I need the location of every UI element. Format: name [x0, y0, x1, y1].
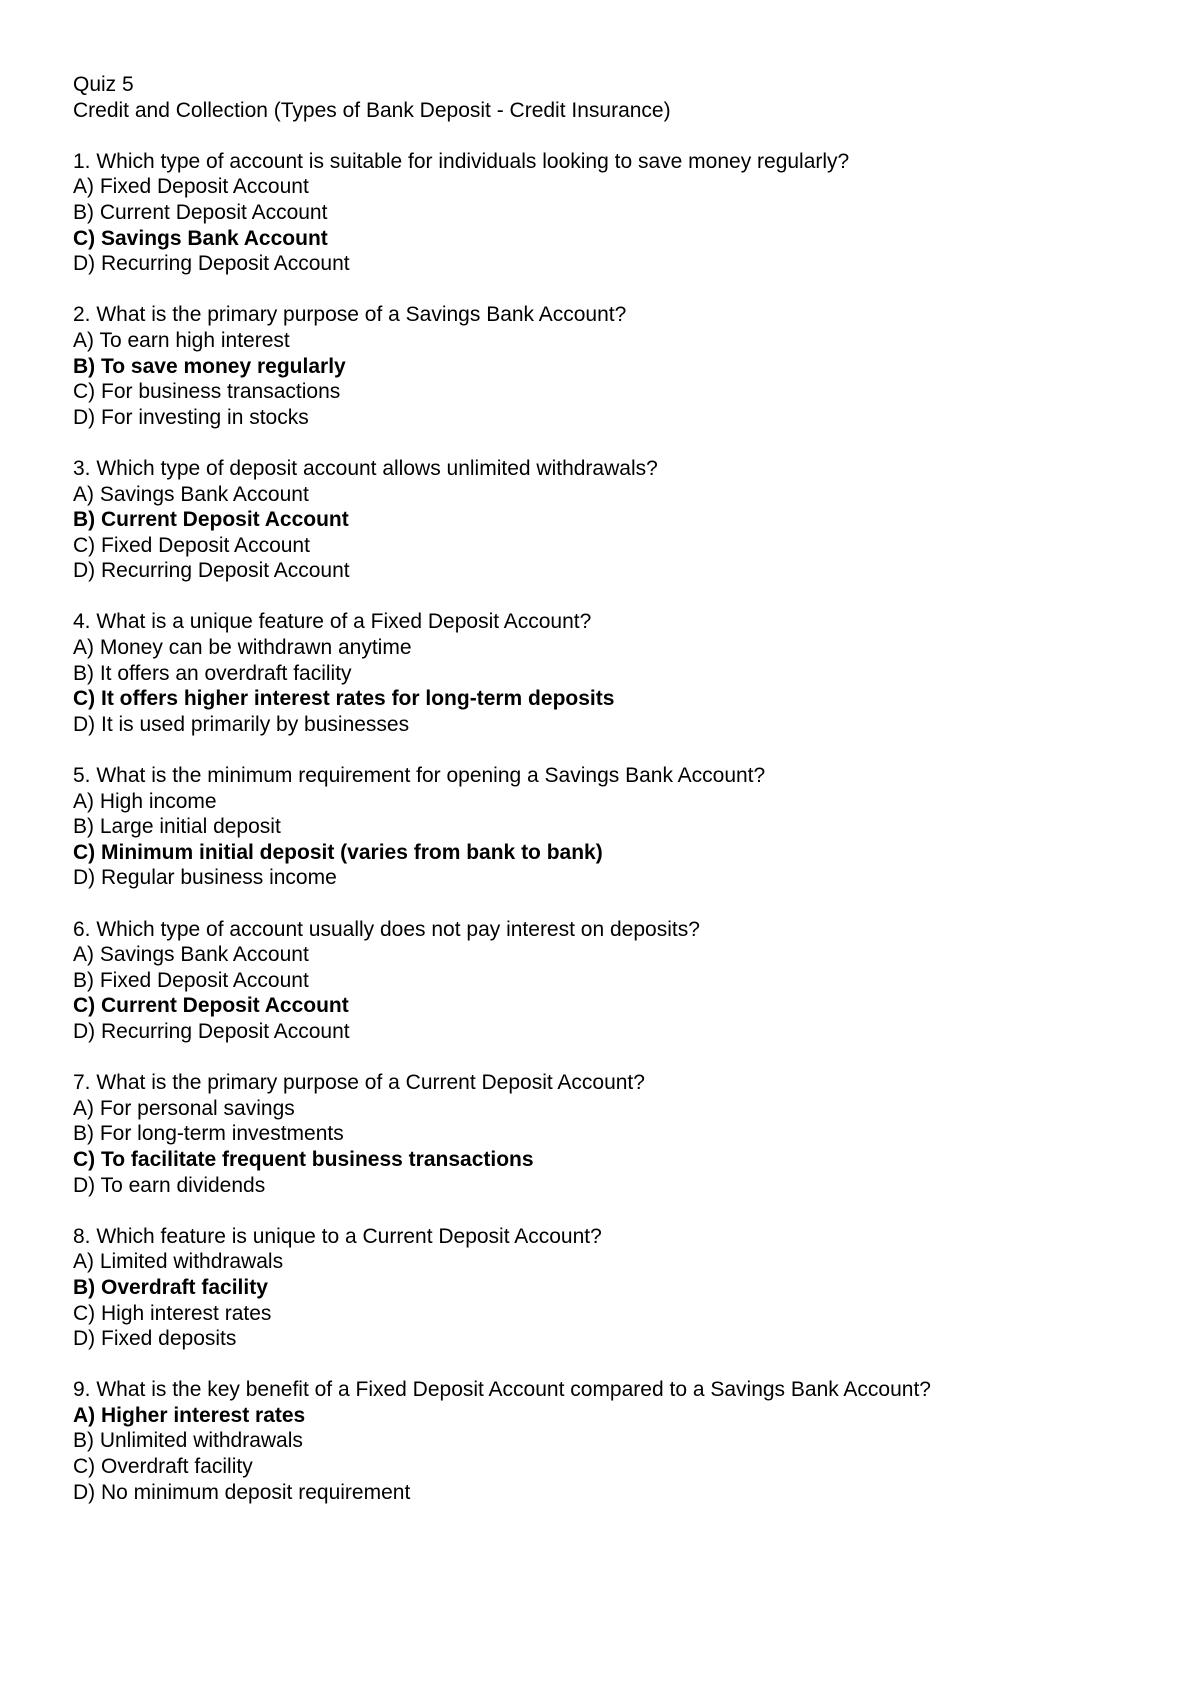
answer-option: D) It is used primarily by businesses	[73, 712, 410, 736]
question-prompt: 6. Which type of account usually does not pay interest on deposits?	[73, 917, 700, 941]
correct-answer-option: C) To facilitate frequent business transactions	[73, 1147, 534, 1171]
answer-option: B) Current Deposit Account	[73, 200, 328, 224]
answer-option: A) Savings Bank Account	[73, 943, 309, 967]
correct-answer-option: C) Minimum initial deposit (varies from bank to bank)	[73, 840, 603, 864]
answer-option: C) Overdraft facility	[73, 1455, 253, 1479]
correct-answer-option: C) Current Deposit Account	[73, 994, 349, 1018]
question-block	[73, 456, 1153, 584]
correct-answer-option: A) Higher interest rates	[73, 1403, 306, 1427]
question-block	[73, 302, 1153, 430]
question-prompt: 8. Which feature is unique to a Current Deposit Account?	[73, 1224, 602, 1248]
answer-option: D) Fixed deposits	[73, 1327, 237, 1351]
question-block	[73, 609, 1153, 737]
answer-option: A) To earn high interest	[73, 328, 290, 352]
correct-answer-option: B) Overdraft facility	[73, 1275, 268, 1299]
correct-answer-option: B) Current Deposit Account	[73, 508, 349, 532]
question-prompt: 7. What is the primary purpose of a Current Deposit Account?	[73, 1071, 645, 1095]
answer-option: A) Savings Bank Account	[73, 482, 309, 506]
answer-option: C) For business transactions	[73, 380, 341, 404]
answer-option: A) For personal savings	[73, 1096, 295, 1120]
answer-option: C) Fixed Deposit Account	[73, 533, 310, 557]
question-prompt: 3. Which type of deposit account allows unlimited withdrawals?	[73, 456, 658, 480]
question-block	[73, 1377, 1153, 1505]
answer-option: D) Recurring Deposit Account	[73, 252, 350, 276]
answer-option: B) It offers an overdraft facility	[73, 661, 352, 685]
answer-option: A) Limited withdrawals	[73, 1250, 284, 1274]
answer-option: D) To earn dividends	[73, 1173, 266, 1197]
question-block	[73, 763, 1153, 891]
question-block	[73, 1224, 1153, 1352]
answer-option: A) Fixed Deposit Account	[73, 175, 309, 199]
answer-option: D) Recurring Deposit Account	[73, 559, 350, 583]
correct-answer-option: C) Savings Bank Account	[73, 226, 328, 250]
answer-option: A) High income	[73, 789, 217, 813]
answer-option: D) Regular business income	[73, 866, 337, 890]
question-block	[73, 1070, 1153, 1198]
question-prompt: 4. What is a unique feature of a Fixed Deposit Account?	[73, 610, 592, 634]
spacer	[73, 123, 1153, 149]
page-subtitle: Credit and Collection (Types of Bank Deposit - Credit Insurance)	[73, 98, 671, 122]
answer-option: D) Recurring Deposit Account	[73, 1019, 350, 1043]
answer-option: B) Large initial deposit	[73, 815, 281, 839]
page-title: Quiz 5	[73, 73, 134, 96]
document-page	[73, 72, 1153, 1531]
answer-option: A) Money can be withdrawn anytime	[73, 636, 412, 660]
answer-option: C) High interest rates	[73, 1301, 272, 1325]
question-block	[73, 917, 1153, 1045]
question-prompt: 1. Which type of account is suitable for individuals looking to save money regularly?	[73, 149, 850, 173]
correct-answer-option: C) It offers higher interest rates for long-term deposits	[73, 687, 615, 711]
question-prompt: 9. What is the key benefit of a Fixed Deposit Account compared to a Savings Bank Account?	[73, 1378, 931, 1402]
question-prompt: 2. What is the primary purpose of a Savings Bank Account?	[73, 303, 627, 327]
answer-option: B) For long-term investments	[73, 1122, 344, 1146]
question-list	[73, 149, 1153, 1505]
answer-option: B) Fixed Deposit Account	[73, 968, 309, 992]
answer-option: B) Unlimited withdrawals	[73, 1429, 303, 1453]
question-prompt: 5. What is the minimum requirement for opening a Savings Bank Account?	[73, 764, 766, 788]
correct-answer-option: B) To save money regularly	[73, 354, 346, 378]
answer-option: D) No minimum deposit requirement	[73, 1480, 411, 1504]
answer-option: D) For investing in stocks	[73, 405, 309, 429]
question-block	[73, 149, 1153, 277]
